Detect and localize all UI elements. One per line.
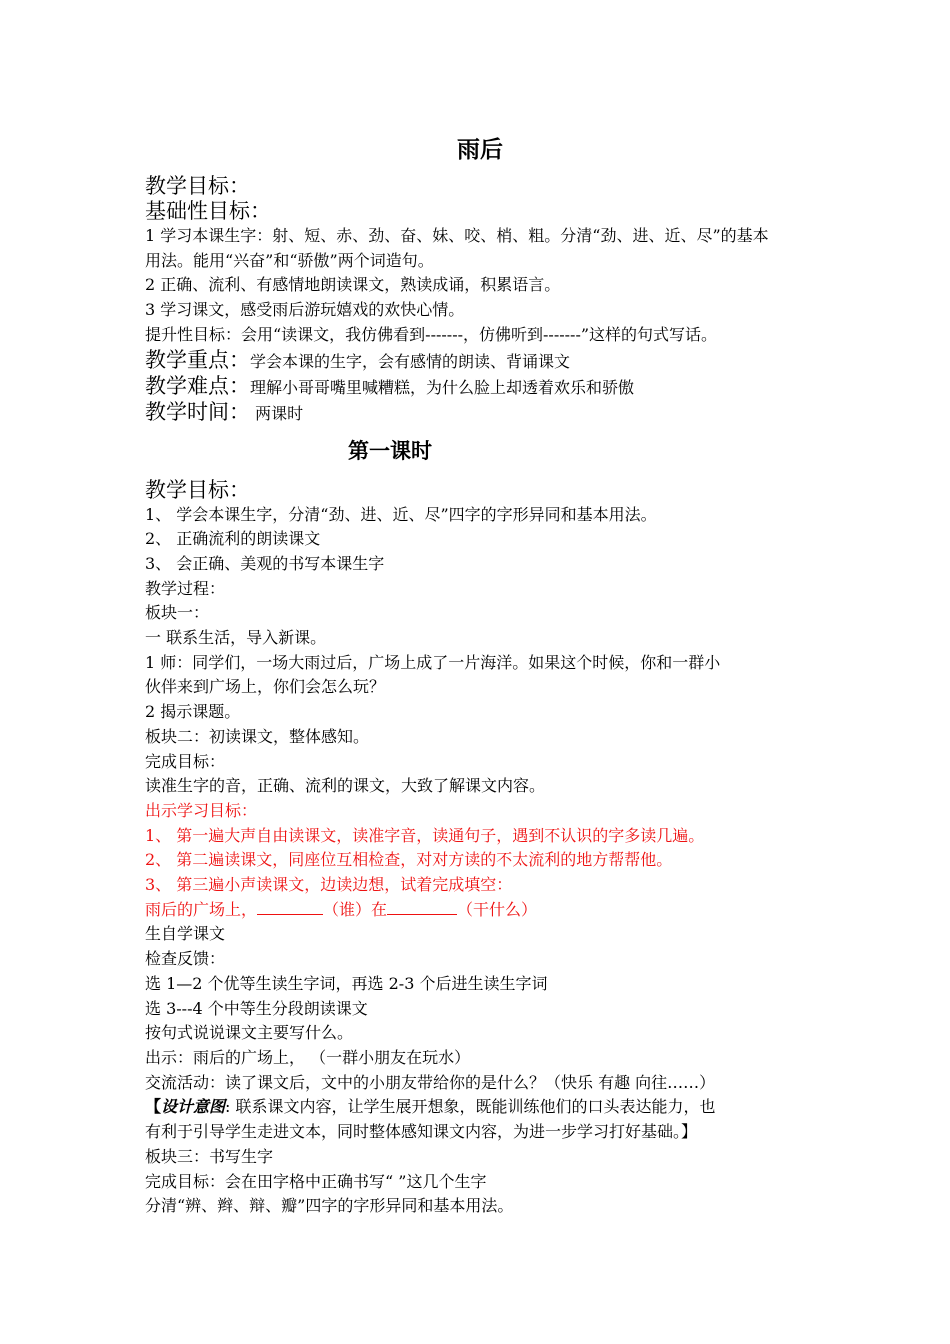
final-line: 板块三：书写生字: [145, 1146, 274, 1166]
fill-part-3: （干什么）: [457, 899, 538, 919]
difficulty-label: 教学难点：: [145, 373, 250, 398]
process-line: 完成目标：: [145, 751, 226, 771]
document-content: [145, 132, 835, 1219]
teaching-time-label: 教学时间：: [145, 399, 250, 424]
design-intent-label: 设计意图: [161, 1097, 226, 1117]
teaching-time-text: 两课时: [250, 403, 304, 423]
basic-goal-line: 用法。能用“兴奋”和“骄傲”两个词造句。: [145, 250, 434, 270]
difficulty-text: 理解小哥哥嘴里喊糟糕，为什么脸上却透着欢乐和骄傲: [250, 377, 635, 397]
final-line: 分清“辨、辫、辩、瓣”四字的字形异同和基本用法。: [145, 1196, 514, 1216]
goals-heading: 教学目标：: [145, 174, 250, 198]
design-intent-line-2: 有利于引导学生走进文本，同时整体感知课文内容，为进一步学习打好基础。】: [145, 1122, 698, 1142]
red-item: 1、 第一遍大声自由读课文，读准字音，读通句子，遇到不认识的字多读几遍。: [145, 825, 705, 845]
lesson1-goals-heading: 教学目标：: [145, 477, 250, 502]
difficulty: [145, 374, 835, 400]
final-line: 完成目标：会在田字格中正确书写“ ”这几个生字: [145, 1171, 487, 1191]
basic-goal-line: 2 正确、流利、有感情地朗读课文，熟读成诵，积累语言。: [145, 275, 561, 295]
teaching-time: [145, 400, 835, 426]
red-heading: 出示学习目标：: [145, 800, 258, 820]
lesson1-goal-line: 3、 会正确、美观的书写本课生字: [145, 553, 385, 573]
lesson1-title: 第一课时: [348, 438, 432, 463]
basic-goals-heading: 基础性目标：: [145, 199, 271, 223]
basic-goal-line: 1 学习本课生字：射、短、赤、劲、奋、妹、咬、梢、粗。分清“劲、进、近、尽”的基本: [145, 226, 769, 245]
process-line: 读准生字的音，正确、流利的课文，大致了解课文内容。: [145, 776, 546, 796]
process-line: 2 揭示课题。: [145, 702, 241, 722]
design-intent-text: : 联系课文内容，让学生展开想象，既能训练他们的口头表达能力，也: [225, 1097, 716, 1117]
red-item: 2、 第二遍读课文，同座位互相检查，对对方读的不太流利的地方帮帮他。: [145, 850, 673, 870]
lesson1-goal-line: 2、 正确流利的朗读课文: [145, 529, 321, 549]
fill-part-1: 雨后的广场上，: [145, 899, 258, 919]
fill-blank-who: [257, 899, 323, 915]
feedback-line: 选 3---4 个中等生分段朗读课文: [145, 998, 368, 1018]
feedback-line: 出示：雨后的广场上， （一群小朋友在玩水）: [145, 1047, 471, 1067]
red-item: 3、 第三遍小声读课文，边读边想，试着完成填空：: [145, 875, 513, 895]
process-line: 教学过程：: [145, 578, 226, 598]
advanced-goal-line: 提升性目标：会用“读课文，我仿佛看到-------，仿佛听到-------”这样的句式写话。: [145, 324, 718, 344]
key-point: [145, 348, 835, 374]
process-line: 板块一：: [145, 603, 210, 623]
feedback-line: 交流活动：读了课文后，文中的小朋友带给你的是什么？（快乐 有趣 向往……）: [145, 1072, 716, 1092]
feedback-line: 检查反馈：: [145, 949, 226, 969]
feedback-line: 生自学课文: [145, 924, 226, 944]
feedback-line: 选 1—2 个优等生读生字词，再选 2-3 个后进生读生字词: [145, 973, 548, 993]
process-line: 板块二：初读课文，整体感知。: [145, 726, 370, 746]
lesson1-goal-line: 1、 学会本课生字，分清“劲、进、近、尽”四字的字形异同和基本用法。: [145, 504, 657, 524]
design-open-bracket: 【: [145, 1097, 162, 1117]
process-line: 1 师：同学们，一场大雨过后，广场上成了一片海洋。如果这个时候，你和一群小: [145, 652, 721, 672]
key-point-label: 教学重点：: [145, 347, 250, 372]
feedback-line: 按句式说说课文主要写什么。: [145, 1023, 354, 1043]
document-title: 雨后: [457, 137, 503, 163]
design-intent-line: [145, 1095, 835, 1120]
process-line: 一 联系生活，导入新课。: [145, 628, 327, 648]
process-line: 伙伴来到广场上，你们会怎么玩？: [145, 677, 386, 697]
basic-goal-line: 3 学习课文，感受雨后游玩嬉戏的欢快心情。: [145, 300, 465, 320]
fill-blank-what: [387, 899, 457, 915]
key-point-text: 学会本课的生字，会有感情的朗读、背诵课文: [250, 351, 571, 371]
fill-part-2: （谁）在: [323, 899, 388, 919]
fill-in-line: [145, 898, 835, 923]
